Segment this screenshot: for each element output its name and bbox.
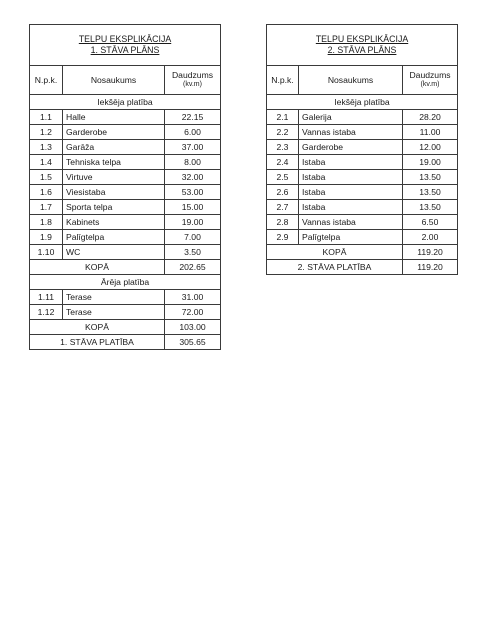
total-row — [267, 245, 458, 260]
room-area: 3.50 — [165, 245, 221, 260]
room-number: 1.1 — [30, 110, 63, 125]
inner-total-value: 202.65 — [165, 260, 221, 275]
floor-1-outer-rows — [30, 290, 221, 320]
room-area: 22.15 — [165, 110, 221, 125]
room-area: 19.00 — [165, 215, 221, 230]
room-name: Istaba — [299, 155, 403, 170]
floor-2-inner-rows — [267, 110, 458, 245]
section-outer-label: Ārēja platība — [30, 275, 221, 290]
floor-total-row — [267, 260, 458, 275]
header-qty — [403, 66, 458, 95]
room-name: Viesistaba — [63, 185, 165, 200]
header-row — [267, 66, 458, 95]
room-number: 1.12 — [30, 305, 63, 320]
floor-total-value: 305.65 — [165, 335, 221, 350]
header-unit: (kv.m) — [183, 81, 202, 88]
room-name: Istaba — [299, 200, 403, 215]
header-npk: N.p.k. — [267, 66, 299, 95]
room-number: 1.8 — [30, 215, 63, 230]
table-row — [30, 200, 221, 215]
table-row — [267, 215, 458, 230]
table-title — [30, 25, 221, 66]
table-title — [267, 25, 458, 66]
room-name: Palīgtelpa — [63, 230, 165, 245]
room-number: 1.3 — [30, 140, 63, 155]
inner-total-label: KOPĀ — [267, 245, 403, 260]
section-row — [30, 275, 221, 290]
table-row — [267, 170, 458, 185]
table-row — [30, 185, 221, 200]
floor-1-table-body — [30, 25, 221, 110]
floor-1-inner-rows — [30, 110, 221, 260]
room-area: 28.20 — [403, 110, 458, 125]
table-row — [30, 305, 221, 320]
floor-2-table-body — [267, 25, 458, 110]
room-area: 6.00 — [165, 125, 221, 140]
room-number: 2.9 — [267, 230, 299, 245]
room-name: Kabinets — [63, 215, 165, 230]
room-name: Halle — [63, 110, 165, 125]
floor-1-explication-table — [29, 24, 221, 350]
header-qty-label: Daudzums — [409, 70, 451, 80]
room-area: 11.00 — [403, 125, 458, 140]
section-row — [267, 95, 458, 110]
room-area: 8.00 — [165, 155, 221, 170]
room-name: Galerija — [299, 110, 403, 125]
room-number: 2.4 — [267, 155, 299, 170]
room-name: Istaba — [299, 170, 403, 185]
floor-total-value: 119.20 — [403, 260, 458, 275]
header-name: Nosaukums — [63, 66, 165, 95]
room-area: 72.00 — [165, 305, 221, 320]
table-row — [30, 290, 221, 305]
table-row — [30, 155, 221, 170]
table-row — [267, 185, 458, 200]
room-number: 2.5 — [267, 170, 299, 185]
room-area: 13.50 — [403, 200, 458, 215]
room-name: Garāža — [63, 140, 165, 155]
room-number: 1.4 — [30, 155, 63, 170]
room-name: Istaba — [299, 185, 403, 200]
room-area: 13.50 — [403, 170, 458, 185]
header-qty-label: Daudzums — [171, 70, 214, 80]
table-row — [30, 245, 221, 260]
outer-total-label: KOPĀ — [30, 320, 165, 335]
title-row — [267, 25, 458, 66]
room-number: 2.2 — [267, 125, 299, 140]
room-area: 13.50 — [403, 185, 458, 200]
room-area: 37.00 — [165, 140, 221, 155]
room-area: 12.00 — [403, 140, 458, 155]
header-qty — [165, 66, 221, 95]
room-name: Tehniska telpa — [63, 155, 165, 170]
table-row — [30, 215, 221, 230]
room-number: 2.8 — [267, 215, 299, 230]
title-row — [30, 25, 221, 66]
floor-2-totals — [267, 245, 458, 275]
header-row — [30, 66, 221, 95]
header-name: Nosaukums — [299, 66, 403, 95]
room-name: Virtuve — [63, 170, 165, 185]
room-area: 7.00 — [165, 230, 221, 245]
floor-2-explication-table — [266, 24, 458, 275]
floor-total-label: 1. STĀVA PLATĪBA — [30, 335, 165, 350]
table-row — [30, 170, 221, 185]
room-number: 1.9 — [30, 230, 63, 245]
room-number: 2.1 — [267, 110, 299, 125]
room-number: 1.6 — [30, 185, 63, 200]
room-number: 1.7 — [30, 200, 63, 215]
section-inner-label: Iekšēja platība — [267, 95, 458, 110]
header-npk: N.p.k. — [30, 66, 63, 95]
table-row — [267, 200, 458, 215]
inner-total-label: KOPĀ — [30, 260, 165, 275]
table-row — [30, 110, 221, 125]
section-row — [30, 95, 221, 110]
inner-total-value: 119.20 — [403, 245, 458, 260]
table-row — [30, 230, 221, 245]
room-number: 2.6 — [267, 185, 299, 200]
room-number: 1.2 — [30, 125, 63, 140]
room-area: 53.00 — [165, 185, 221, 200]
outer-total-value: 103.00 — [165, 320, 221, 335]
title-line-1: TELPU EKSPLIKĀCIJA — [315, 34, 409, 44]
room-number: 1.10 — [30, 245, 63, 260]
room-name: Terase — [63, 305, 165, 320]
room-name: WC — [63, 245, 165, 260]
title-line-2: 1. STĀVA PLĀNS — [90, 45, 160, 55]
room-name: Garderobe — [63, 125, 165, 140]
room-number: 2.7 — [267, 200, 299, 215]
room-name: Vannas istaba — [299, 215, 403, 230]
room-name: Vannas istaba — [299, 125, 403, 140]
floor-total-label: 2. STĀVA PLATĪBA — [267, 260, 403, 275]
room-area: 6.50 — [403, 215, 458, 230]
floor-total-row — [30, 335, 221, 350]
title-line-1: TELPU EKSPLIKĀCIJA — [78, 34, 172, 44]
total-row — [30, 260, 221, 275]
room-area: 31.00 — [165, 290, 221, 305]
room-area: 19.00 — [403, 155, 458, 170]
table-row — [30, 140, 221, 155]
section-inner-label: Iekšēja platība — [30, 95, 221, 110]
room-name: Garderobe — [299, 140, 403, 155]
room-name: Palīgtelpa — [299, 230, 403, 245]
table-row — [30, 125, 221, 140]
room-number: 1.11 — [30, 290, 63, 305]
total-row — [30, 320, 221, 335]
table-row — [267, 230, 458, 245]
room-area: 15.00 — [165, 200, 221, 215]
floor-1-inner-total — [30, 260, 221, 290]
table-row — [267, 110, 458, 125]
floor-1-totals — [30, 320, 221, 350]
room-name: Sporta telpa — [63, 200, 165, 215]
table-row — [267, 125, 458, 140]
header-unit: (kv.m) — [420, 81, 440, 88]
room-area: 32.00 — [165, 170, 221, 185]
room-area: 2.00 — [403, 230, 458, 245]
room-name: Terase — [63, 290, 165, 305]
table-row — [267, 155, 458, 170]
room-number: 1.5 — [30, 170, 63, 185]
room-number: 2.3 — [267, 140, 299, 155]
title-line-2: 2. STĀVA PLĀNS — [327, 45, 397, 55]
table-row — [267, 140, 458, 155]
